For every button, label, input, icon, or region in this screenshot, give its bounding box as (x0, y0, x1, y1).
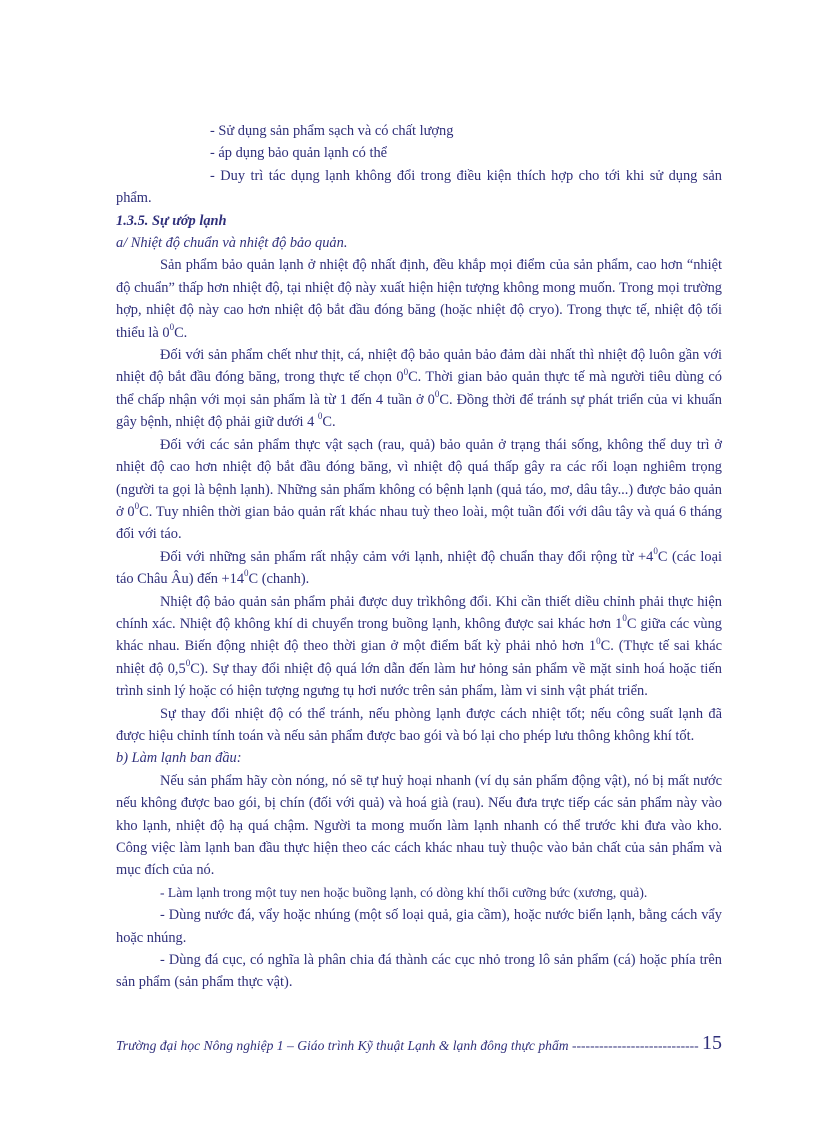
paragraph-4: Đối với những sản phẩm rất nhậy cảm với lạnh, nhiệt độ chuẩn thay đổi rộng từ $+4^0C$ (các loại táo Châu Âu) đến $+14^0C$ (chanh). (116, 545, 723, 588)
paragraph-3: Đối với các sản phẩm thực vật sạch (rau, quả) bảo quản ở trạng thái sống, không thể duy trì ở nhiệt độ cao hơn nhiệt độ bắt đầu đóng băng, vì nhiệt độ quá thấp gây ra các rối loạn nghiêm trọng (người ta gọi là bệnh lạnh). Những sản phẩm không có bệnh lạnh (quả táo, mơ, dâu tây...) được bảo quản ở $0^0C$. Tuy nhiên thời gian bảo quản rất khác nhau tuỳ theo loài, một tuần đối với dâu tây và quá 6 tháng đối với táo. (116, 436, 723, 543)
bullet-item: - Dùng đá cục, có nghĩa là phân chia đá thành các cục nhỏ trong lô sản phẩm (cá) hoặc phía trên sản phẩm (sản phẩm thực vật). (116, 952, 722, 991)
bullet-item: - Dùng nước đá, vẩy hoặc nhúng (một số loại quả, gia cầm), hoặc nước biển lạnh, bằng cách vẩy hoặc nhúng. (116, 907, 722, 946)
bullet-item: - áp dụng bảo quản lạnh có thể (210, 145, 388, 162)
section-heading: 1.3.5. Sự ướp lạnh (116, 212, 227, 229)
paragraph-7: Nếu sản phẩm hãy còn nóng, nó sẽ tự huỷ hoại nhanh (ví dụ sản phẩm động vật), nó bị mất nước nếu không được bao gói, bị chín (đối với quả) và hoá già (rau). Nếu đưa trực tiếp các sản phẩm này vào kho lạnh, nhiệt độ hạ quá chậm. Người ta mong muốn làm lạnh nhanh có thể trước khi đưa vào kho. Công việc làm lạnh ban đầu thực hiện theo các cách khác nhau tuỳ thuộc vào bản chất của sản phẩm và mục đích của nó. (116, 772, 722, 879)
bullet-item: - Làm lạnh trong một tuy nen hoặc buồng lạnh, có dòng khí thổi cưỡng bức (xương, quả). (160, 884, 648, 900)
page-body (116, 120, 722, 994)
bullet-item: - Sử dụng sản phẩm sạch và có chất lượng (210, 123, 454, 139)
footer-text: Trường đại học Nông nghiệp 1 – Giáo trình Kỹ thuật Lạnh & lạnh đông thực phẩm ---------------------------- (116, 1038, 699, 1053)
paragraph-2: Đối với sản phẩm chết như thịt, cá, nhiệt độ bảo quản bảo đảm dài nhất thì nhiệt độ luôn gần với nhiệt độ bắt đầu đóng băng, trong thực tế chọn $0^0C$. Thời gian bảo quản thực tế mà người tiêu dùng có thể chấp nhận với mọi sản phẩm là từ 1 đến 4 tuần ở $0^0C$. Đồng thời để tránh sự phát triển của vi khuẩn gây bệnh, nhiệt độ phải giữ dưới 4 $^0$C. (116, 347, 723, 431)
subsection-heading-b: b) Làm lạnh ban đầu: (116, 750, 242, 767)
paragraph-5: Nhiệt độ bảo quản sản phẩm phải được duy trìkhông đổi. Khi cần thiết diều chỉnh phải thực hiện chính xác. Nhiệt độ không khí di chuyển trong buồng lạnh, không được sai khác hơn $1^0C$ giữa các vùng khác nhau. Biến động nhiệt độ theo thời gian ở một điểm bất kỳ phải nhỏ hơn $1^0C$. (Thực tế sai khác nhiệt độ $0,5^0C$). Sự thay đổi nhiệt độ quá lớn dẫn đến làm hư hỏng sản phẩm về mặt sinh hoá hoặc tiến trình sinh lý hoặc có hiện tượng ngưng tụ hơi nước trên sản phẩm, làm vi sinh vật phát triển. (116, 593, 723, 700)
subsection-heading-a: a/ Nhiệt độ chuẩn và nhiệt độ bảo quản. (116, 235, 348, 252)
bullet-item: - Duy trì tác dụng lạnh không đổi trong điều kiện thích hợp cho tới khi sử dụng sản phẩm. (116, 167, 722, 207)
page-footer (116, 1032, 722, 1058)
paragraph-1: Sản phẩm bảo quản lạnh ở nhiệt độ nhất định, đều khắp mọi điểm của sản phẩm, cao hơn “nhiệt độ chuẩn” thấp hơn nhiệt độ, tại nhiệt độ này xuất hiện hiện tượng không mong muốn. Trong mọi trường hợp, nhiệt độ này cao hơn nhiệt độ bắt đầu đóng băng (hoặc nhiệt độ cryo). Trong thực tế, nhiệt độ tối thiểu là $0^0C$. (116, 257, 722, 341)
paragraph-6: Sự thay đổi nhiệt độ có thể tránh, nếu phòng lạnh được cách nhiệt tốt; nếu công suất lạnh đã được hiệu chỉnh tính toán và nếu sản phẩm được bao gói và bó lại cho phép lưu thông không khí tốt. (116, 705, 722, 744)
page-number: 15 (702, 1032, 722, 1054)
